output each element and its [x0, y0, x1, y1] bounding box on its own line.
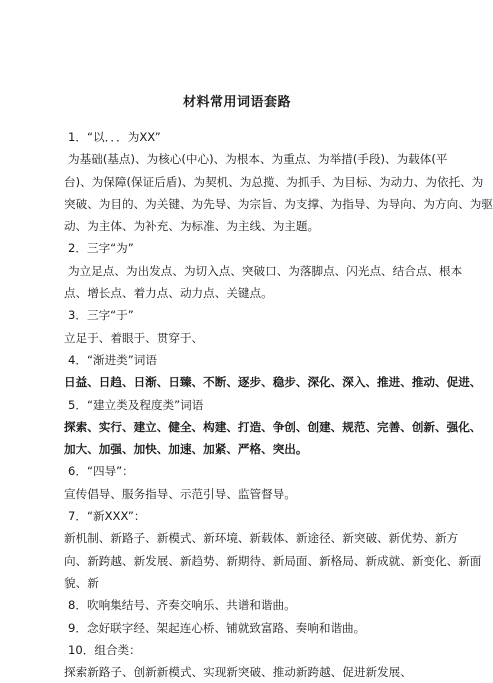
section-4-heading: 4．“渐进类”词语	[68, 352, 157, 367]
section-10-heading: 10．组合类：	[68, 642, 141, 657]
document-body	[64, 126, 493, 683]
section-1-line-1: 为基础(基点)、为核心(中心)、为根本、为重点、为举措(手段)、为载体(平	[68, 152, 448, 167]
section-9-heading: 9．念好联字经、架起连心桥、铺就致富路、奏响和谐曲。	[68, 620, 366, 635]
section-1-line-2: 台)、为保障(保证后盾)、为契机、为总揽、为抓手、为目标、为动力、为依托、为	[64, 174, 484, 189]
document-title: 材料常用词语套路	[182, 95, 291, 110]
section-2-line-1: 为立足点、为出发点、为切入点、突破口、为落脚点、闪光点、结合点、根本	[68, 263, 463, 278]
section-10-line-1: 探索新路子、创新新模式、实现新突破、推动新跨越、促进新发展、	[64, 665, 412, 680]
section-6-line-1: 宣传倡导、服务指导、示范引导、监管督导。	[64, 486, 296, 501]
section-5-heading: 5．“建立类及程度类”词语	[68, 397, 204, 412]
section-4-line-1: 日益、日趋、日渐、日臻、不断、逐步、稳步、深化、深入、推进、推动、促进、	[64, 375, 482, 390]
section-1-line-3: 突破、为目的、为关键、为先导、为宗旨、为支撑、为指导、为导向、为方向、为驱	[64, 196, 493, 211]
section-2-heading: 2．三字“为”	[68, 241, 134, 256]
section-7-line-2: 向、新跨越、新发展、新趋势、新期待、新局面、新格局、新成就、新变化、新面	[64, 553, 482, 568]
section-7-line-1: 新机制、新路子、新模式、新环境、新载体、新途径、新突破、新优势、新方	[64, 531, 459, 546]
section-1-line-4: 动、为主体、为补充、为标准、为主线、为主题。	[64, 219, 320, 234]
section-7-line-3: 貌、新	[64, 575, 99, 590]
section-8-heading: 8．吹响集结号、齐奏交响乐、共谱和谐曲。	[68, 598, 296, 613]
section-5-line-1: 探索、实行、建立、健全、构建、打造、争创、创建、规范、完善、创新、强化、	[64, 419, 482, 434]
section-3-heading: 3．三字“于”	[68, 308, 134, 323]
section-2-line-2: 点、增长点、着力点、动力点、关键点。	[64, 286, 273, 301]
section-1-heading: 1．“以．．．为XX”	[68, 130, 161, 144]
section-5-line-2: 加大、加强、加快、加速、加紧、严格、突出。	[64, 442, 308, 457]
section-6-heading: 6．“四导”：	[68, 464, 134, 479]
section-7-heading: 7．“新XXX”：	[68, 509, 146, 524]
section-3-line-1: 立足于、着眼于、贯穿于、	[64, 330, 204, 345]
